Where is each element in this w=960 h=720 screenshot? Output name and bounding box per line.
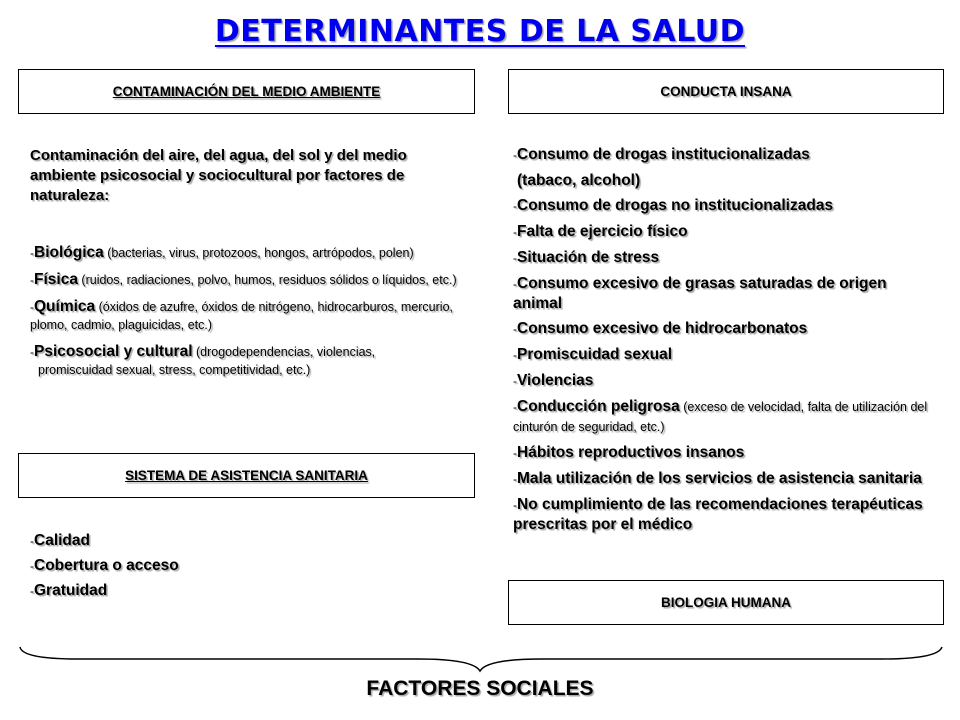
dash: -: [30, 246, 34, 260]
factor-name: Química: [34, 298, 96, 315]
dash: -: [513, 277, 517, 291]
box-conducta-insana: [508, 69, 944, 114]
conduct-item: Falta de ejercicio físico: [517, 223, 688, 240]
dash: -: [513, 225, 517, 239]
list-item: [513, 469, 938, 489]
list-item: [30, 582, 330, 600]
list-item: [513, 171, 938, 190]
box-biologia-humana-label: BIOLOGIA HUMANA: [661, 595, 791, 610]
dash: -: [513, 446, 517, 460]
list-item: [513, 274, 938, 313]
care-item: Calidad: [34, 532, 90, 549]
page-title: DETERMINANTES DE LA SALUD: [214, 14, 746, 49]
conduct-item: Consumo de drogas institucionalizadas: [517, 146, 810, 163]
conduct-item-detail: (exceso de velocidad, falta de utilización del cinturón de seguridad, etc.): [513, 400, 928, 434]
footer-factores-sociales: FACTORES SOCIALES: [366, 677, 594, 700]
list-item: [513, 397, 938, 437]
dash: -: [513, 348, 517, 362]
dash: -: [513, 251, 517, 265]
factor-name: Psicosocial y cultural: [34, 343, 193, 360]
conduct-item: Hábitos reproductivos insanos: [517, 444, 745, 461]
dash: -: [30, 345, 34, 359]
dash: -: [30, 584, 34, 598]
factor-detail: (bacterias, virus, protozoos, hongos, artrópodos, polen): [103, 246, 414, 260]
care-factor-list: [30, 532, 330, 607]
care-item: Cobertura o acceso: [34, 557, 179, 574]
conduct-item: Promiscuidad sexual: [517, 346, 673, 363]
dash: -: [513, 322, 517, 336]
factor-detail-continued: promiscuidad sexual, stress, competitividad, etc.): [38, 363, 311, 377]
dash: -: [30, 273, 34, 287]
conduct-factor-list: [513, 145, 938, 540]
care-item: Gratuidad: [34, 582, 108, 599]
factor-detail: (óxidos de azufre, óxidos de nitrógeno, hidrocarburos, mercurio, plomo, cadmio, plaguicidas, etc.): [30, 300, 453, 332]
factor-detail: (drogodependencias, violencias,: [192, 345, 376, 359]
list-item: [513, 319, 938, 339]
dash: -: [513, 400, 517, 414]
box-sistema-asistencia-label: SISTEMA DE ASISTENCIA SANITARIA: [125, 468, 368, 483]
list-item: [513, 443, 938, 463]
environment-factor-list: [30, 244, 470, 388]
factor-detail: (ruidos, radiaciones, polvo, humos, residuos sólidos o líquidos, etc.): [77, 273, 457, 287]
list-item: [30, 343, 470, 379]
list-item: [513, 345, 938, 365]
conduct-item: Mala utilización de los servicios de asistencia sanitaria: [517, 470, 922, 487]
dash: -: [30, 300, 34, 314]
dash: -: [513, 374, 517, 388]
box-biologia-humana: [508, 580, 944, 625]
list-item: [513, 495, 938, 534]
conduct-item: Situación de stress: [517, 249, 660, 266]
conduct-item: No cumplimiento de las recomendaciones terapéuticas prescritas por el médico: [513, 496, 923, 533]
list-item: [513, 222, 938, 242]
dash: -: [30, 534, 34, 548]
dash: -: [30, 559, 34, 573]
curly-brace-icon: [18, 643, 944, 675]
factor-name: Biológica: [34, 244, 104, 261]
conduct-item: Violencias: [517, 372, 594, 389]
dash: -: [513, 199, 517, 213]
list-item: [513, 196, 938, 216]
box-conducta-insana-label: CONDUCTA INSANA: [660, 84, 792, 99]
environment-intro: Contaminación del aire, del agua, del sol y del medio ambiente psicosocial y sociocultural por factores de naturaleza:: [30, 147, 407, 204]
conduct-item: Consumo de drogas no institucionalizadas: [517, 197, 834, 214]
conduct-item: Consumo excesivo de hidrocarbonatos: [517, 320, 808, 337]
conduct-item: Conducción peligrosa: [517, 398, 680, 415]
list-item: [30, 298, 470, 334]
dash: -: [513, 498, 517, 512]
dash: -: [513, 148, 517, 162]
list-item: [30, 532, 330, 550]
conduct-item-continued: (tabaco, alcohol): [517, 172, 641, 189]
box-contaminacion: [18, 69, 475, 114]
list-item: [513, 145, 938, 165]
box-sistema-asistencia: [18, 453, 475, 498]
list-item: [30, 244, 470, 262]
box-contaminacion-label: CONTAMINACIÓN DEL MEDIO AMBIENTE: [112, 84, 381, 99]
list-item: [513, 248, 938, 268]
dash: -: [513, 472, 517, 486]
conduct-item: Consumo excesivo de grasas saturadas de origen animal: [513, 275, 887, 312]
list-item: [30, 271, 470, 289]
list-item: [513, 371, 938, 391]
list-item: [30, 557, 330, 575]
factor-name: Física: [34, 271, 78, 288]
